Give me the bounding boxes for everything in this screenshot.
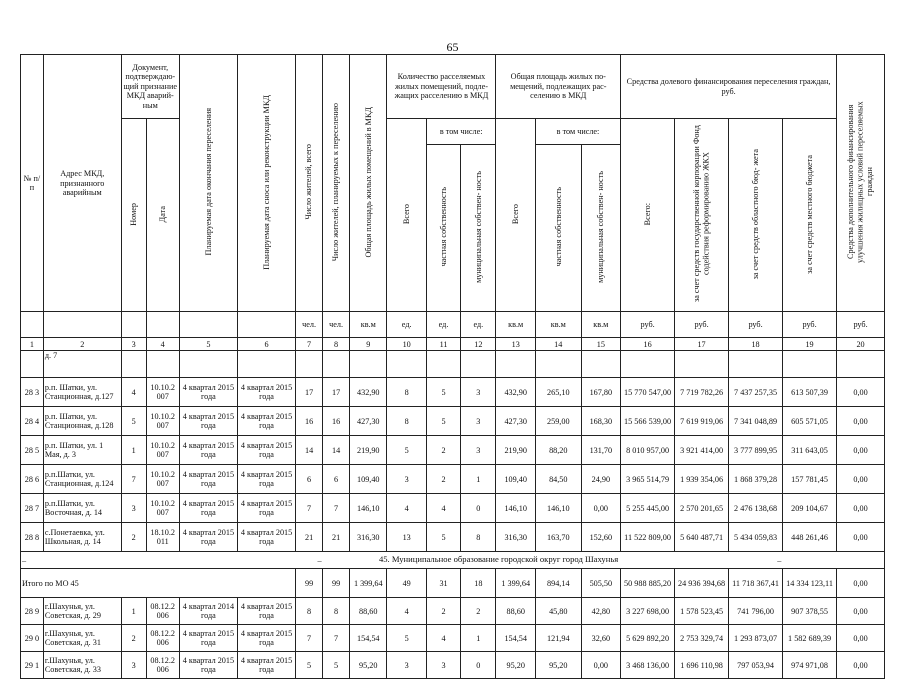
section-row <box>21 552 885 569</box>
cell-c13: 427,30 <box>496 407 535 436</box>
row-number: 28 5 <box>21 436 44 465</box>
cell-c19: 1 582 689,39 <box>783 625 837 652</box>
cell-c15: 168,30 <box>581 407 620 436</box>
cell-plan2: 4 квартал 2015 года <box>237 436 295 465</box>
unit-cell: руб. <box>837 312 885 338</box>
cell-c15: 152,60 <box>581 523 620 552</box>
table-body <box>21 351 885 679</box>
unit-cell: руб. <box>621 312 675 338</box>
cell-c15: 24,90 <box>581 465 620 494</box>
table-header <box>21 55 885 351</box>
cell-c10: 3 <box>387 652 426 679</box>
total-c15: 505,50 <box>581 569 620 598</box>
unit-cell: кв.м <box>535 312 581 338</box>
header-num: № п/ п <box>21 55 44 312</box>
column-number: 20 <box>837 338 885 351</box>
cell-c14: 265,10 <box>535 378 581 407</box>
cell-c16: 3 227 698,00 <box>621 598 675 625</box>
empty-cell <box>729 351 783 378</box>
cell-c16: 15 770 547,00 <box>621 378 675 407</box>
cell-doc: 3 <box>121 494 146 523</box>
cell-c13: 432,90 <box>496 378 535 407</box>
cell-c17: 5 640 487,71 <box>675 523 729 552</box>
cell-date: 10.10.2 007 <box>146 494 179 523</box>
header-additional: Средства дополнительного финансирования улучшения жилищных условий переселяемых граждан <box>837 55 885 312</box>
cell-c18: 7 341 048,89 <box>729 407 783 436</box>
cell-c8: 7 <box>323 625 350 652</box>
cell-c12: 0 <box>461 494 496 523</box>
cell-c16: 3 468 136,00 <box>621 652 675 679</box>
header-finance-fund: за счет средств государственной корпорации Фонд содействия реформированию ЖКХ <box>675 119 729 312</box>
cell-c11: 3 <box>426 652 460 679</box>
row-address: р.п.Шатки, ул. Станционная, д.124 <box>43 465 121 494</box>
cell-c9: 154,54 <box>350 625 387 652</box>
header-planned-demolish: Планируемая дата сноса или реконструкции МКД <box>237 55 295 312</box>
empty-cell <box>783 351 837 378</box>
cell-c17: 7 719 782,26 <box>675 378 729 407</box>
cell-c9: 219,90 <box>350 436 387 465</box>
cell-c10: 8 <box>387 407 426 436</box>
total-row <box>21 569 885 598</box>
cell-c10: 4 <box>387 598 426 625</box>
cell-c13: 95,20 <box>496 652 535 679</box>
column-number: 10 <box>387 338 426 351</box>
cell-c11: 2 <box>426 465 460 494</box>
cell-date: 08.12.2 006 <box>146 652 179 679</box>
cell-doc: 5 <box>121 407 146 436</box>
section-dash: – <box>21 552 122 569</box>
cell-c11: 2 <box>426 436 460 465</box>
column-number: 9 <box>350 338 387 351</box>
empty-cell <box>496 351 535 378</box>
empty-cell <box>350 351 387 378</box>
cell-c12: 0 <box>461 652 496 679</box>
cell-c11: 2 <box>426 598 460 625</box>
cell-c15: 167,80 <box>581 378 620 407</box>
cell-plan2: 4 квартал 2015 года <box>237 494 295 523</box>
header-doc-number: Номер <box>121 119 146 312</box>
cell-c20: 0,00 <box>837 436 885 465</box>
cell-c7: 8 <box>296 598 323 625</box>
cell-c15: 0,00 <box>581 652 620 679</box>
cell-c16: 11 522 809,00 <box>621 523 675 552</box>
cell-plan1: 4 квартал 2015 года <box>179 523 237 552</box>
cell-c17: 1 578 523,45 <box>675 598 729 625</box>
cell-plan1: 4 квартал 2015 года <box>179 407 237 436</box>
cell-c10: 4 <box>387 494 426 523</box>
section-title: 45. Муниципальное образование городской округ город Шахунья <box>323 552 675 569</box>
cell-c16: 5 255 445,00 <box>621 494 675 523</box>
cell-c13: 109,40 <box>496 465 535 494</box>
cell-c18: 1 868 379,28 <box>729 465 783 494</box>
cell-c7: 17 <box>296 378 323 407</box>
cell-c19: 448 261,46 <box>783 523 837 552</box>
cell-c18: 2 476 138,68 <box>729 494 783 523</box>
empty-cell <box>837 351 885 378</box>
cell-c7: 6 <box>296 465 323 494</box>
cell-c7: 7 <box>296 625 323 652</box>
cell-c11: 5 <box>426 378 460 407</box>
cell-c20: 0,00 <box>837 625 885 652</box>
column-number: 6 <box>237 338 295 351</box>
cell-date: 10.10.2 007 <box>146 436 179 465</box>
unit-cell: кв.м <box>350 312 387 338</box>
cell-c14: 146,10 <box>535 494 581 523</box>
cell-c20: 0,00 <box>837 598 885 625</box>
table-row <box>21 378 885 407</box>
cell-c20: 0,00 <box>837 378 885 407</box>
cell-plan1: 4 квартал 2015 года <box>179 625 237 652</box>
cell-c12: 1 <box>461 625 496 652</box>
unit-cell: чел. <box>323 312 350 338</box>
cell-c10: 5 <box>387 625 426 652</box>
total-c19: 14 334 123,11 <box>783 569 837 598</box>
table-row <box>21 625 885 652</box>
cell-c8: 14 <box>323 436 350 465</box>
row-number: 29 1 <box>21 652 44 679</box>
row-address: г.Шахунья, ул. Советская, д. 31 <box>43 625 121 652</box>
column-number: 18 <box>729 338 783 351</box>
cell-plan1: 4 квартал 2015 года <box>179 378 237 407</box>
header-finance-group: Средства долевого финансирования переселения граждан, руб. <box>621 55 837 119</box>
header-area-private: частная собственность <box>535 145 581 312</box>
table-row <box>21 652 885 679</box>
table-row <box>21 351 885 378</box>
cell-c16: 5 629 892,20 <box>621 625 675 652</box>
cell-date: 08.12.2 006 <box>146 598 179 625</box>
empty-cell <box>237 351 295 378</box>
empty-cell <box>323 351 350 378</box>
units-row <box>21 312 885 338</box>
header-rooms-total: Всего <box>387 119 426 312</box>
total-c12: 18 <box>461 569 496 598</box>
column-number: 11 <box>426 338 460 351</box>
cell-plan1: 4 квартал 2015 года <box>179 436 237 465</box>
cell-c11: 4 <box>426 625 460 652</box>
empty-cell <box>387 351 426 378</box>
cell-plan2: 4 квартал 2015 года <box>237 598 295 625</box>
column-number: 15 <box>581 338 620 351</box>
header-doc-date: Дата <box>146 119 179 312</box>
cell-doc: 7 <box>121 465 146 494</box>
cell-c19: 974 971,08 <box>783 652 837 679</box>
total-c17: 24 936 394,68 <box>675 569 729 598</box>
total-c18: 11 718 367,41 <box>729 569 783 598</box>
total-c7: 99 <box>296 569 323 598</box>
header-residents-planned: Число жителей, планируемых к переселению <box>323 55 350 312</box>
cell-c17: 7 619 919,06 <box>675 407 729 436</box>
table-row <box>21 494 885 523</box>
cell-c10: 5 <box>387 436 426 465</box>
empty-cell <box>296 351 323 378</box>
cell-c14: 121,94 <box>535 625 581 652</box>
cell-c8: 6 <box>323 465 350 494</box>
header-finance-regional: за счет средств областного бюд- жета <box>729 119 783 312</box>
row-number: 28 9 <box>21 598 44 625</box>
unit-cell: кв.м <box>496 312 535 338</box>
cell-c8: 7 <box>323 494 350 523</box>
column-number: 12 <box>461 338 496 351</box>
header-residents-total: Число жителей, всего <box>296 55 323 312</box>
row-number: 29 0 <box>21 625 44 652</box>
header-rooms-private: частная собственность <box>426 145 460 312</box>
unit-cell: ед. <box>461 312 496 338</box>
cell-c20: 0,00 <box>837 465 885 494</box>
total-c9: 1 399,64 <box>350 569 387 598</box>
cell-c15: 32,60 <box>581 625 620 652</box>
header-area-total: Всего <box>496 119 535 312</box>
cell-c16: 8 010 957,00 <box>621 436 675 465</box>
cell-c10: 3 <box>387 465 426 494</box>
cell-date: 10.10.2 007 <box>146 465 179 494</box>
cell-c16: 3 965 514,79 <box>621 465 675 494</box>
cell-c11: 5 <box>426 523 460 552</box>
cell-c19: 157 781,45 <box>783 465 837 494</box>
cell-c13: 219,90 <box>496 436 535 465</box>
cell-c12: 2 <box>461 598 496 625</box>
header-planned-resettle: Планируемая дата окончания переселения <box>179 55 237 312</box>
cell-c8: 8 <box>323 598 350 625</box>
cell-c18: 797 053,94 <box>729 652 783 679</box>
empty-cell <box>675 351 729 378</box>
row-number: 28 4 <box>21 407 44 436</box>
page-number: 65 <box>446 40 459 54</box>
cell-c19: 605 571,05 <box>783 407 837 436</box>
cell-date: 10.10.2 007 <box>146 407 179 436</box>
cell-c18: 5 434 059,83 <box>729 523 783 552</box>
cell-c8: 17 <box>323 378 350 407</box>
header-finance-local: за счет средств местного бюджета <box>783 119 837 312</box>
cell-c9: 95,20 <box>350 652 387 679</box>
cell-c20: 0,00 <box>837 407 885 436</box>
cell-c9: 432,90 <box>350 378 387 407</box>
column-number: 7 <box>296 338 323 351</box>
column-number: 1 <box>21 338 44 351</box>
total-c13: 1 399,64 <box>496 569 535 598</box>
cell-c19: 613 507,39 <box>783 378 837 407</box>
total-c11: 31 <box>426 569 460 598</box>
column-number: 17 <box>675 338 729 351</box>
cell-date: 18.10.2 011 <box>146 523 179 552</box>
header-rooms-municipal: муниципальная собствен- ность <box>461 145 496 312</box>
cell-plan1: 4 квартал 2014 года <box>179 598 237 625</box>
cell-c13: 154,54 <box>496 625 535 652</box>
cell-c13: 316,30 <box>496 523 535 552</box>
cell-c16: 15 566 539,00 <box>621 407 675 436</box>
unit-cell: чел. <box>296 312 323 338</box>
header-document: Документ, подтверждаю- щий признание МКД аварий- ным <box>121 55 179 119</box>
unit-cell: ед. <box>387 312 426 338</box>
cell-plan1: 4 квартал 2015 года <box>179 494 237 523</box>
cell-date: 10.10.2 007 <box>146 378 179 407</box>
cell-c14: 163,70 <box>535 523 581 552</box>
total-c14: 894,14 <box>535 569 581 598</box>
empty-cell <box>461 351 496 378</box>
column-number: 19 <box>783 338 837 351</box>
cell-c17: 2 753 329,74 <box>675 625 729 652</box>
table-row <box>21 436 885 465</box>
cell-c11: 5 <box>426 407 460 436</box>
cell-plan1: 4 квартал 2015 года <box>179 652 237 679</box>
cell-plan2: 4 квартал 2015 года <box>237 378 295 407</box>
cell-c17: 1 696 110,98 <box>675 652 729 679</box>
section-dash: – <box>675 552 885 569</box>
cell-c14: 84,50 <box>535 465 581 494</box>
row-number: 28 3 <box>21 378 44 407</box>
cell-c12: 3 <box>461 407 496 436</box>
cell-c12: 3 <box>461 378 496 407</box>
column-number: 5 <box>179 338 237 351</box>
total-label: Итого по МО 45 <box>21 569 296 598</box>
table-row <box>21 465 885 494</box>
empty-cell <box>146 351 179 378</box>
cell-c15: 42,80 <box>581 598 620 625</box>
cell-date: 08.12.2 006 <box>146 625 179 652</box>
cell-c18: 7 437 257,35 <box>729 378 783 407</box>
cell-c18: 741 796,00 <box>729 598 783 625</box>
header-area-including: в том числе: <box>535 119 620 145</box>
cell-c12: 3 <box>461 436 496 465</box>
cell-c20: 0,00 <box>837 494 885 523</box>
column-numbers-row <box>21 338 885 351</box>
cell-plan1: 4 квартал 2015 года <box>179 465 237 494</box>
column-number: 2 <box>43 338 121 351</box>
cell-c8: 21 <box>323 523 350 552</box>
row-address: д. 7 <box>43 351 121 378</box>
table-row <box>21 407 885 436</box>
cell-c18: 1 293 873,07 <box>729 625 783 652</box>
cell-doc: 4 <box>121 378 146 407</box>
row-number: 28 6 <box>21 465 44 494</box>
column-number: 8 <box>323 338 350 351</box>
cell-c17: 3 921 414,00 <box>675 436 729 465</box>
cell-c10: 8 <box>387 378 426 407</box>
header-finance-total: Всего: <box>621 119 675 312</box>
cell-c9: 427,30 <box>350 407 387 436</box>
row-number <box>21 351 44 378</box>
empty-cell <box>426 351 460 378</box>
column-number: 4 <box>146 338 179 351</box>
cell-c12: 1 <box>461 465 496 494</box>
cell-c14: 88,20 <box>535 436 581 465</box>
cell-c9: 109,40 <box>350 465 387 494</box>
cell-doc: 3 <box>121 652 146 679</box>
cell-c10: 13 <box>387 523 426 552</box>
unit-cell: ед. <box>426 312 460 338</box>
total-c8: 99 <box>323 569 350 598</box>
cell-c13: 88,60 <box>496 598 535 625</box>
empty-cell <box>581 351 620 378</box>
cell-c14: 45,80 <box>535 598 581 625</box>
cell-c8: 5 <box>323 652 350 679</box>
cell-plan2: 4 квартал 2015 года <box>237 652 295 679</box>
empty-cell <box>179 351 237 378</box>
total-c16: 50 988 885,20 <box>621 569 675 598</box>
cell-c14: 259,00 <box>535 407 581 436</box>
column-number: 3 <box>121 338 146 351</box>
cell-c17: 2 570 201,65 <box>675 494 729 523</box>
cell-doc: 1 <box>121 436 146 465</box>
row-address: р.п. Шатки, ул. Станционная, д.127 <box>43 378 121 407</box>
cell-c7: 14 <box>296 436 323 465</box>
cell-c14: 95,20 <box>535 652 581 679</box>
header-rooms-group: Количество расселяемых жилых помещений, подле- жащих расселению в МКД <box>387 55 496 119</box>
table-row <box>21 598 885 625</box>
cell-doc: 2 <box>121 523 146 552</box>
cell-doc: 2 <box>121 625 146 652</box>
cell-c19: 311 643,05 <box>783 436 837 465</box>
column-number: 16 <box>621 338 675 351</box>
table-row <box>21 523 885 552</box>
cell-plan2: 4 квартал 2015 года <box>237 523 295 552</box>
empty-cell <box>535 351 581 378</box>
cell-c12: 8 <box>461 523 496 552</box>
row-address: с.Понетаевка, ул. Школьная, д. 14 <box>43 523 121 552</box>
cell-c13: 146,10 <box>496 494 535 523</box>
cell-plan2: 4 квартал 2015 года <box>237 407 295 436</box>
header-address: Адрес МКД, признанного аварийным <box>43 55 121 312</box>
cell-c11: 4 <box>426 494 460 523</box>
cell-c7: 7 <box>296 494 323 523</box>
cell-c20: 0,00 <box>837 652 885 679</box>
cell-c7: 16 <box>296 407 323 436</box>
row-address: г.Шахунья, ул. Советская, д. 29 <box>43 598 121 625</box>
cell-c9: 316,30 <box>350 523 387 552</box>
cell-c17: 1 939 354,06 <box>675 465 729 494</box>
cell-c15: 0,00 <box>581 494 620 523</box>
row-address: р.п.Шатки, ул. Восточная, д. 14 <box>43 494 121 523</box>
cell-c9: 88,60 <box>350 598 387 625</box>
header-total-area: Общая площадь жилых помещений в МКД <box>350 55 387 312</box>
empty-cell <box>621 351 675 378</box>
unit-cell: кв.м <box>581 312 620 338</box>
unit-cell: руб. <box>729 312 783 338</box>
cell-plan2: 4 квартал 2015 года <box>237 625 295 652</box>
cell-c8: 16 <box>323 407 350 436</box>
cell-c9: 146,10 <box>350 494 387 523</box>
cell-c19: 209 104,67 <box>783 494 837 523</box>
header-area-group: Общая площадь жилых по- мещений, подлежащих рас- селению в МКД <box>496 55 621 119</box>
cell-c15: 131,70 <box>581 436 620 465</box>
header-rooms-including: в том числе: <box>426 119 496 145</box>
row-address: г.Шахунья, ул. Советская, д. 33 <box>43 652 121 679</box>
cell-c20: 0,00 <box>837 523 885 552</box>
cell-c18: 3 777 899,95 <box>729 436 783 465</box>
resettlement-table <box>20 54 885 679</box>
cell-c7: 5 <box>296 652 323 679</box>
cell-c7: 21 <box>296 523 323 552</box>
row-address: р.п. Шатки, ул. Станционная, д.128 <box>43 407 121 436</box>
cell-doc: 1 <box>121 598 146 625</box>
row-number: 28 7 <box>21 494 44 523</box>
column-number: 13 <box>496 338 535 351</box>
total-c20: 0,00 <box>837 569 885 598</box>
header-area-municipal: муниципальная собствен- ность <box>581 145 620 312</box>
unit-cell: руб. <box>783 312 837 338</box>
total-c10: 49 <box>387 569 426 598</box>
row-address: р.п. Шатки, ул. 1 Мая, д. 3 <box>43 436 121 465</box>
column-number: 14 <box>535 338 581 351</box>
unit-cell: руб. <box>675 312 729 338</box>
row-number: 28 8 <box>21 523 44 552</box>
empty-cell <box>121 351 146 378</box>
section-dash: – <box>121 552 322 569</box>
cell-c19: 907 378,55 <box>783 598 837 625</box>
cell-plan2: 4 квартал 2015 года <box>237 465 295 494</box>
